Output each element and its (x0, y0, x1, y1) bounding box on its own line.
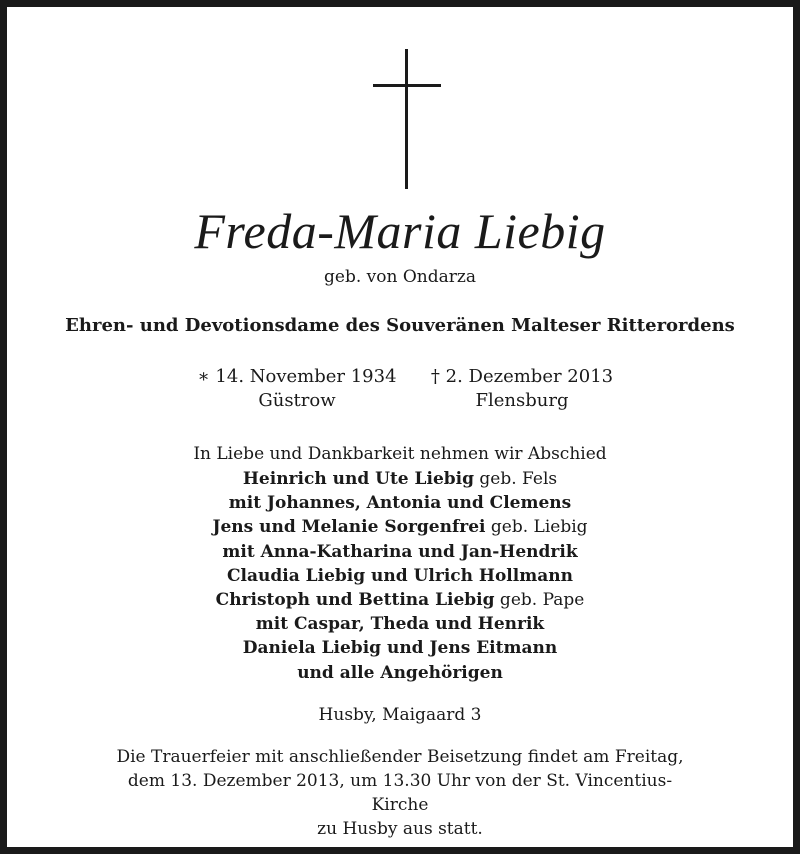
farewell-intro: In Liebe und Dankbarkeit nehmen wir Abschied (193, 444, 607, 464)
deceased-name: Freda-Maria Liebig (194, 203, 606, 259)
mourner-line: Christoph und Bettina Liebig geb. Pape (215, 590, 585, 611)
order-title: Ehren- und Devotionsdame des Souveränen Malteser Ritterordens (65, 315, 735, 336)
birth-info (197, 365, 397, 413)
mourner-line: mit Caspar, Theda und Henrik (255, 614, 545, 635)
birth-date: ∗ 14. November 1934 (197, 366, 397, 387)
mourner-line: und alle Angehörigen (297, 662, 503, 683)
service-info (107, 745, 693, 841)
address: Husby, Maigaard 3 (318, 705, 482, 725)
mourner-line: Jens und Melanie Sorgenfrei geb. Liebig (212, 517, 588, 538)
maiden-name: geb. von Ondarza (324, 267, 476, 287)
mourners-list (7, 467, 793, 685)
mourner-line: Claudia Liebig und Ulrich Hollmann (227, 565, 573, 586)
death-place: Flensburg (475, 390, 569, 411)
service-line: zu Husby aus statt. (317, 819, 483, 839)
mourner-line: Heinrich und Ute Liebig geb. Fels (242, 469, 558, 489)
cross-icon (373, 49, 441, 189)
mourner-line: Daniela Liebig und Jens Eitmann (242, 638, 558, 659)
service-line: dem 13. Dezember 2013, um 13.30 Uhr von der St. Vincentius-Kirche (127, 771, 673, 815)
death-info (422, 365, 622, 413)
service-line: Die Trauerfeier mit anschließender Beisetzung findet am Freitag, (116, 747, 684, 767)
death-date: † 2. Dezember 2013 (430, 366, 614, 387)
mourner-line: mit Anna-Katharina und Jan-Hendrik (222, 541, 578, 562)
birth-place: Güstrow (258, 390, 336, 411)
mourner-line: mit Johannes, Antonia und Clemens (228, 493, 572, 514)
